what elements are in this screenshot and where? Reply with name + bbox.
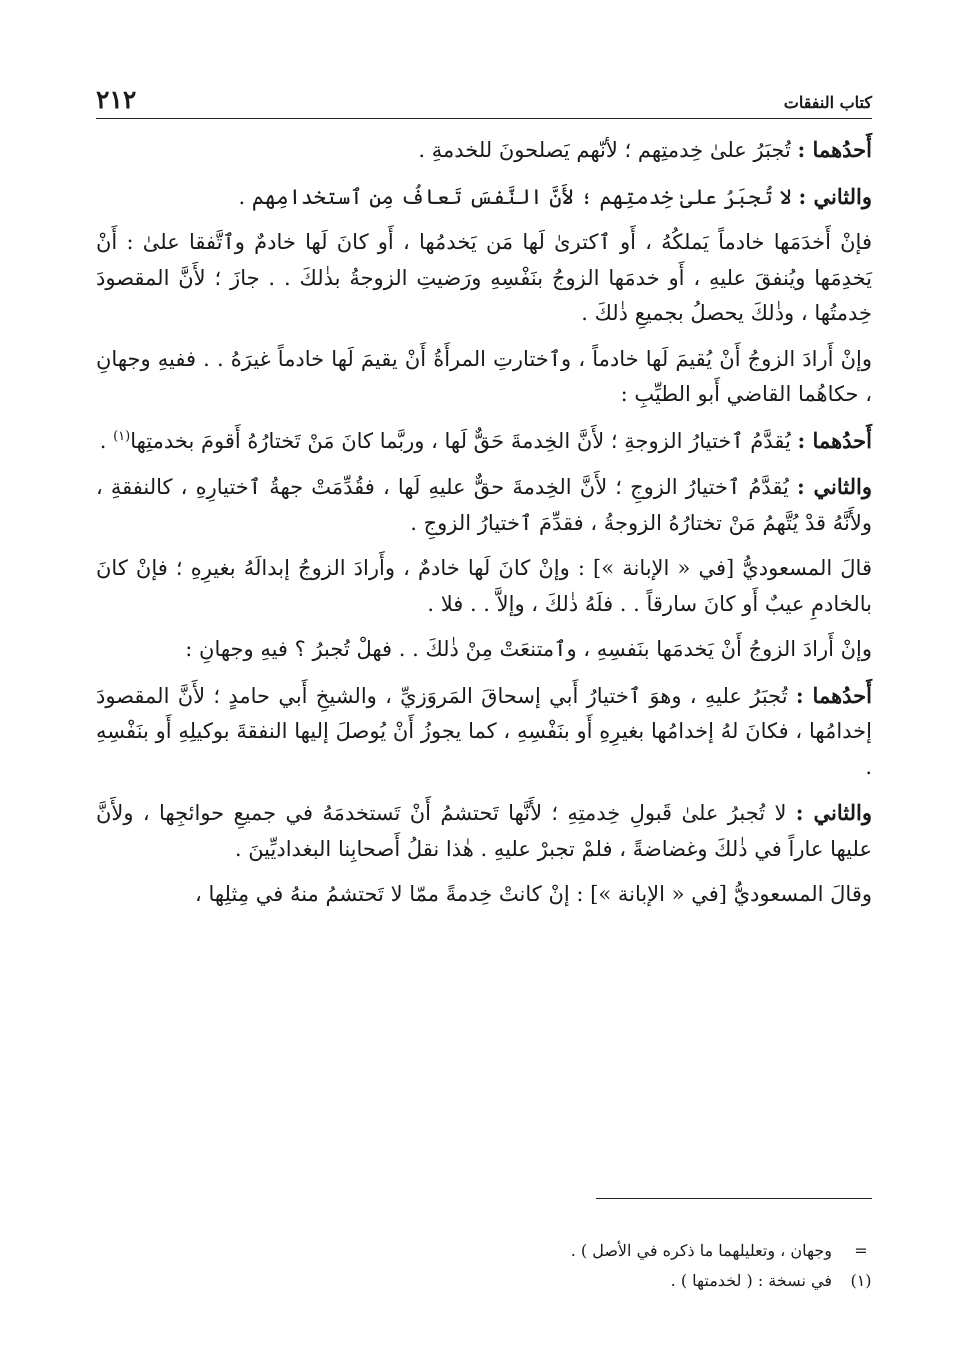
paragraph-lead: والثاني : — [795, 800, 872, 825]
paragraph-text: يُقدَّمُ ٱختيارُ الزوجِ ؛ لأَنَّ الخِدمةَ حقٌّ عليهِ لَها ، فقُدِّمَتْ جهةُ ٱختيارِهِ ، كالنفقةِ ، ولأَنَّهُ قدْ يُتَّهمُ مَنْ تختارُهُ الزوجةُ ، فقدِّمَ ٱختيارُ الزوجِ . — [96, 475, 872, 535]
paragraph-text: وإنْ أَرادَ الزوجُ أَنْ يُقيمَ لَها خادماً ، وٱختارتِ المرأَةُ أَنْ يقيمَ لَها خادماً غيرَهُ . . ففيهِ وجهانِ ، حكاهُما القاضي أَبو الطيِّبِ : — [96, 346, 872, 406]
footnote-reference: (١) — [113, 428, 131, 444]
page-header — [96, 80, 872, 119]
paragraph-text: قالَ المسعوديُّ [في « الإبانة »] : وإنْ كانَ لَها خادمٌ ، وأَرادَ الزوجُ إبدالَهُ بغيرِهِ ؛ فإنْ كانَ بالخادمِ عيبٌ أَو كانَ سارقاً . . فلَهُ ذٰلكَ ، وإلاَّ . . فلا . — [96, 556, 872, 616]
paragraph-text: وإنْ أَرادَ الزوجُ أَنْ يَخدمَها بنَفسِهِ ، وٱمتنعَتْ مِنْ ذٰلكَ . . فهلْ تُجبرُ ؟ فيهِ وجهانِ : — [185, 637, 872, 661]
paragraph-lead: والثاني : — [797, 474, 872, 499]
footnote — [96, 1266, 872, 1296]
paragraph — [96, 877, 872, 913]
paragraph-tail: . — [99, 428, 114, 453]
paragraph — [96, 678, 872, 786]
paragraph-text: وقالَ المسعوديُّ [في « الإبانة »] : إنْ كانتْ خِدمةً ممّا لا تَحتشمُ منهُ في مِثلِها ، — [195, 882, 872, 906]
paragraph-text: فإنْ أَخدَمَها خادماً يَملكُهُ ، أَو ٱكترىٰ لَها مَن يَخدمُها ، أَو كانَ لَها خادمٌ وٱتَّفقا علىٰ : أَنْ يَخدِمَها ويُنفقَ عليهِ ، أَو خدمَها الزوجُ بنَفْسِهِ ورَضيتِ الزوجةُ بذٰلكَ . . جازَ ؛ لأَنَّ المقصودَ خِدمتُها ، وذٰلكَ يحصلُ بجميعِ ذٰلكَ . — [96, 230, 872, 325]
footnote-mark: (١) — [850, 1271, 872, 1290]
footnote-text: وجهان ، وتعليلهما ما ذكره في الأصل ) . — [570, 1241, 832, 1260]
main-text — [96, 132, 872, 923]
footnote — [96, 1236, 872, 1266]
paragraph — [96, 423, 872, 460]
paragraph — [96, 132, 872, 169]
paragraph — [96, 225, 872, 332]
paragraph-lead: أَحدُهما : — [797, 137, 872, 162]
paragraph-text: يُقدَّمُ ٱختيارُ الزوجةِ ؛ لأَنَّ الخِدمةَ حَقٌّ لَها ، وربَّما كانَ مَنْ تَختارُهُ أَقومَ بخدمتِها — [130, 428, 798, 453]
page-number: ٢١٢ — [96, 85, 137, 114]
running-title: كتاب النفقات — [783, 93, 872, 112]
paragraph — [96, 795, 872, 867]
paragraph — [96, 632, 872, 668]
paragraph — [96, 342, 872, 413]
paragraph-text: تُجبَرُ عليهِ ، وهوَ ٱختيارُ أَبي إسحاقَ المَروَزيِّ ، والشيخِ أَبي حامدٍ ؛ لأَنَّ المقصودَ إخدامُها ، فكانَ لهُ إخدامُها بغيرِهِ أَو بنَفْسِهِ ، كما يجوزُ أَنْ يُوصلَ إليها النفقةَ بوكيلِهِ أَو بنَفْسِهِ . — [96, 683, 872, 779]
footnote-mark: = — [854, 1241, 868, 1260]
paragraph — [96, 551, 872, 622]
paragraph — [96, 179, 872, 216]
paragraph-text: لا تُجبَرُ علىٰ خِدمتِهم ؛ لأَنَّ النَّفسَ تَعافُ مِن ٱستخدامِهم . — [238, 184, 799, 209]
paragraph-text: تُجبَرُ علىٰ خِدمتِهم ؛ لأنّهم يَصلحونَ للخدمةِ . — [418, 138, 798, 162]
footnotes — [96, 1236, 872, 1296]
footnote-text: في نسخة : ( لخدمتها ) . — [670, 1271, 832, 1290]
paragraph-lead: أَحدُهما : — [795, 682, 872, 708]
paragraph-lead: والثاني : — [798, 183, 872, 209]
paragraph-lead: أَحدُهما : — [797, 427, 872, 453]
paragraph-text: لا تُجبرُ علىٰ قَبولِ خِدمتِهِ ؛ لأَنَّها تَحتشمُ أَنْ تَستخدمَهُ في جميعِ حوائجِها ، ولأَنَّ عليها عاراً في ذٰلكَ وغضاضةً ، فلمْ تجبرْ عليهِ . هٰذا نقلُ أَصحابِنا البغداديِّينَ . — [96, 801, 872, 861]
footnote-divider — [596, 1198, 872, 1199]
paragraph — [96, 469, 872, 541]
